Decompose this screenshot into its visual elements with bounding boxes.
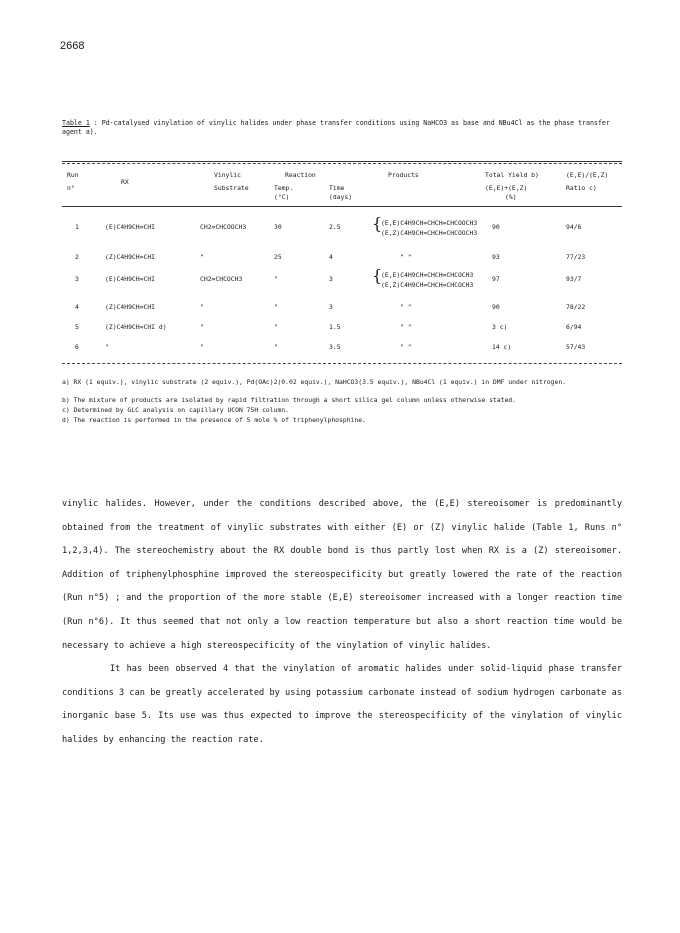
row-5-rx: (Z)C4H9CH=CHI d) <box>105 323 167 331</box>
header-reaction: Reaction <box>285 171 316 179</box>
row-6-temp: " <box>274 343 278 351</box>
row-3-time: 3 <box>329 275 333 283</box>
page-number: 2668 <box>60 40 85 52</box>
header-substrate: Substrate <box>214 184 249 192</box>
row-4-rx: (Z)C4H9CH=CHI <box>105 303 156 311</box>
row-3-run: 3 <box>75 275 79 283</box>
row-6-ratio: 57/43 <box>566 343 586 351</box>
header-ratio-ee-ez: (E,E)/(E,Z) <box>566 171 609 179</box>
table-top-rule-2 <box>62 163 622 164</box>
row-4-run: 4 <box>75 303 79 311</box>
row-6-rx: " <box>105 343 109 351</box>
row-2-substrate: " <box>200 253 204 261</box>
row-3-ratio: 93/7 <box>566 275 582 283</box>
header-yield-unit: (%) <box>505 193 517 201</box>
row-3-temp: " <box>274 275 278 283</box>
row-1-ratio: 94/6 <box>566 223 582 231</box>
row-2-yield: 93 <box>492 253 500 261</box>
table-top-rule <box>62 161 622 162</box>
row-1-time: 2.5 <box>329 223 341 231</box>
row-1-brace: { <box>372 214 383 233</box>
table-header-rule <box>62 206 622 207</box>
row-2-ratio: 77/23 <box>566 253 586 261</box>
row-5-time: 1.5 <box>329 323 341 331</box>
footnote-b: b) The mixture of products are isolated by rapid filtration through a short silica gel column unless otherwise stated. <box>62 396 517 404</box>
footnote-d: d) The reaction is performed in the presence of 5 mole % of triphenylphosphine. <box>62 416 366 424</box>
row-3-rx: (E)C4H9CH=CHI <box>105 275 156 283</box>
footnote-a: a) RX (1 equiv.), vinylic substrate (2 equiv.), Pd(OAc)2(0.02 equiv.), NaHCO3(3.5 equiv.), NBu4Cl (1 equiv.) in DMF under nitrogen. <box>62 378 567 386</box>
header-run: Run <box>67 171 79 179</box>
row-4-yield: 90 <box>492 303 500 311</box>
table-caption <box>62 119 622 137</box>
row-1-rx: (E)C4H9CH=CHI <box>105 223 156 231</box>
row-2-rx: (Z)C4H9CH=CHI <box>105 253 156 261</box>
paragraph-2: It has been observed 4 that the vinylation of aromatic halides under solid-liquid phase transfer conditions 3 can be greatly accelerated by using potassium carbonate instead of sodium hydrogen carbonate as inorganic base 5. Its use was thus expected to improve the stereospecificity of the vinylation of vinylic halides by enhancing the reaction rate. <box>62 664 622 745</box>
row-2-product-1: " " <box>400 253 412 261</box>
row-3-yield: 97 <box>492 275 500 283</box>
table-caption-text: : Pd-catalysed vinylation of vinylic halides under phase transfer conditions using NaHCO3 as base and NBu4Cl as the phase transfer agent a). <box>62 119 610 136</box>
table-label: Table 1 <box>62 119 90 127</box>
row-6-product-1: " " <box>400 343 412 351</box>
row-4-product-1: " " <box>400 303 412 311</box>
header-products: Products <box>388 171 419 179</box>
header-time-unit: (days) <box>329 193 353 201</box>
row-1-temp: 30 <box>274 223 282 231</box>
row-3-substrate: CH2=CHCOCH3 <box>200 275 243 283</box>
row-1-product-2: (E,Z)C4H9CH=CHCH=CHCOOCH3 <box>381 229 478 237</box>
row-1-yield: 90 <box>492 223 500 231</box>
header-time: Time <box>329 184 345 192</box>
header-temp: Temp. <box>274 184 294 192</box>
table-bottom-rule <box>62 363 622 364</box>
row-5-substrate: " <box>200 323 204 331</box>
row-1-product-1: (E,E)C4H9CH=CHCH=CHCOOCH3 <box>381 219 478 227</box>
header-run-no: n° <box>67 184 75 192</box>
row-2-time: 4 <box>329 253 333 261</box>
row-3-product-1: (E,E)C4H9CH=CHCH=CHCOCH3 <box>381 271 474 279</box>
row-2-temp: 25 <box>274 253 282 261</box>
row-4-ratio: 78/22 <box>566 303 586 311</box>
paragraph-1: vinylic halides. However, under the conditions described above, the (E,E) stereoisomer is predominantly obtained from the treatment of vinylic substrates with either (E) or (Z) vinylic halide (Table 1, Runs n° 1,2,3,4). The stereochemistry about the RX double bond is thus partly lost when RX is a (Z) stereoisomer. Addition of triphenylphosphine improved the stereospecificity but greatly lowered the rate of the reaction (Run n°5) ; and the proportion of the more stable (E,E) stereoisomer increased with a longer reaction time (Run n°6). It thus seemed that not only a low reaction temperature but also a short reaction time would be necessary to achieve a high stereospecificity of the vinylation of vinylic halides. <box>62 499 622 651</box>
row-4-substrate: " <box>200 303 204 311</box>
row-3-brace: { <box>372 266 383 285</box>
header-vinylic: Vinylic <box>214 171 241 179</box>
row-6-yield: 14 c) <box>492 343 512 351</box>
row-6-run: 6 <box>75 343 79 351</box>
header-yield-sum: (E,E)+(E,Z) <box>485 184 528 192</box>
row-1-substrate: CH2=CHCOOCH3 <box>200 223 247 231</box>
row-2-run: 2 <box>75 253 79 261</box>
row-5-product-1: " " <box>400 323 412 331</box>
row-4-time: 3 <box>329 303 333 311</box>
header-total-yield: Total Yield b) <box>485 171 539 179</box>
row-6-substrate: " <box>200 343 204 351</box>
row-4-temp: " <box>274 303 278 311</box>
header-ratio: Ratio c) <box>566 184 597 192</box>
row-6-time: 3.5 <box>329 343 341 351</box>
row-3-product-2: (E,Z)C4H9CH=CHCH=CHCOCH3 <box>381 281 474 289</box>
row-1-run: 1 <box>75 223 79 231</box>
row-5-yield: 3 c) <box>492 323 508 331</box>
header-temp-unit: (°C) <box>274 193 290 201</box>
footnote-c: c) Determined by GLC analysis on capillary UCON 75H column. <box>62 406 290 414</box>
header-rx: RX <box>121 178 129 186</box>
body-text <box>62 493 622 753</box>
row-5-ratio: 6/94 <box>566 323 582 331</box>
row-5-temp: " <box>274 323 278 331</box>
row-5-run: 5 <box>75 323 79 331</box>
